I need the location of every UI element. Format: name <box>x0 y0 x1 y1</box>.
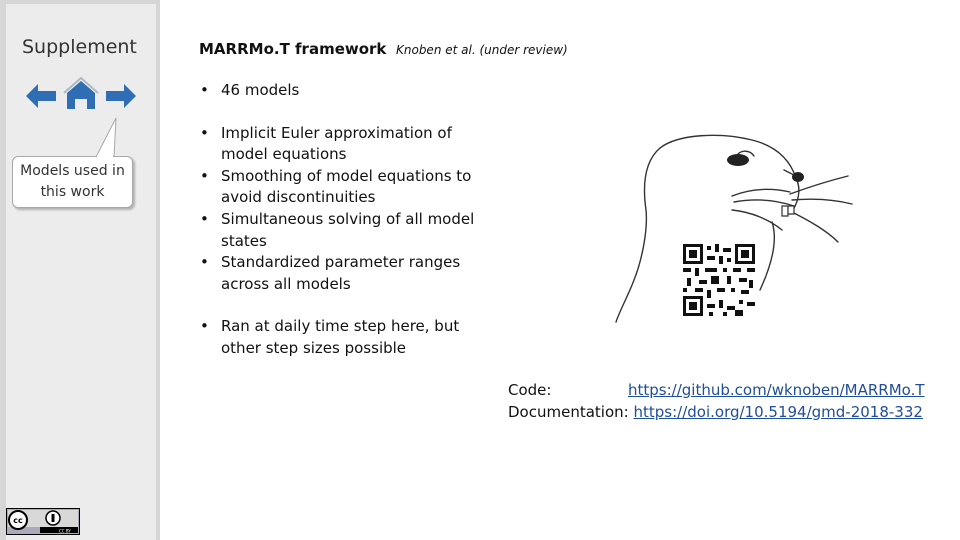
bullet-list <box>200 80 480 360</box>
svg-text:cc: cc <box>13 516 23 525</box>
license-badge-text: CC BY <box>59 528 71 534</box>
code-link-row <box>508 380 925 402</box>
bullet-item: • Simultaneous solving of all model states <box>200 209 480 252</box>
qr-code-icon[interactable] <box>683 244 755 316</box>
callout-pointer <box>92 118 132 158</box>
cc-by-badge[interactable] <box>6 508 80 535</box>
bullet-item: • Standardized parameter ranges across all models <box>200 252 480 295</box>
links-block <box>508 380 925 423</box>
models-callout: Models used in this work <box>12 156 133 208</box>
callout-seam <box>97 155 113 158</box>
bullet-item: • 46 models <box>200 80 480 102</box>
page-title: MARRMo.T framework <box>199 40 387 58</box>
code-link[interactable]: https://github.com/wknoben/MARRMo.T <box>628 381 925 399</box>
arrow-left-icon[interactable] <box>26 84 56 108</box>
bullet-item: • Ran at daily time step here, but other step sizes possible <box>200 316 480 359</box>
code-label: Code: <box>508 381 552 399</box>
supplement-title: Supplement <box>22 36 137 58</box>
arrow-right-icon[interactable] <box>106 84 136 108</box>
bullet-item: • Implicit Euler approximation of model equations <box>200 123 480 166</box>
bullet-item: • Smoothing of model equations to avoid discontinuities <box>200 166 480 209</box>
docs-link[interactable]: https://doi.org/10.5194/gmd-2018-332 <box>633 402 923 421</box>
citation: Knoben et al. (under review) <box>396 43 568 57</box>
home-icon[interactable] <box>62 76 100 110</box>
docs-link-row <box>508 402 925 424</box>
docs-label: Documentation: <box>508 402 629 421</box>
